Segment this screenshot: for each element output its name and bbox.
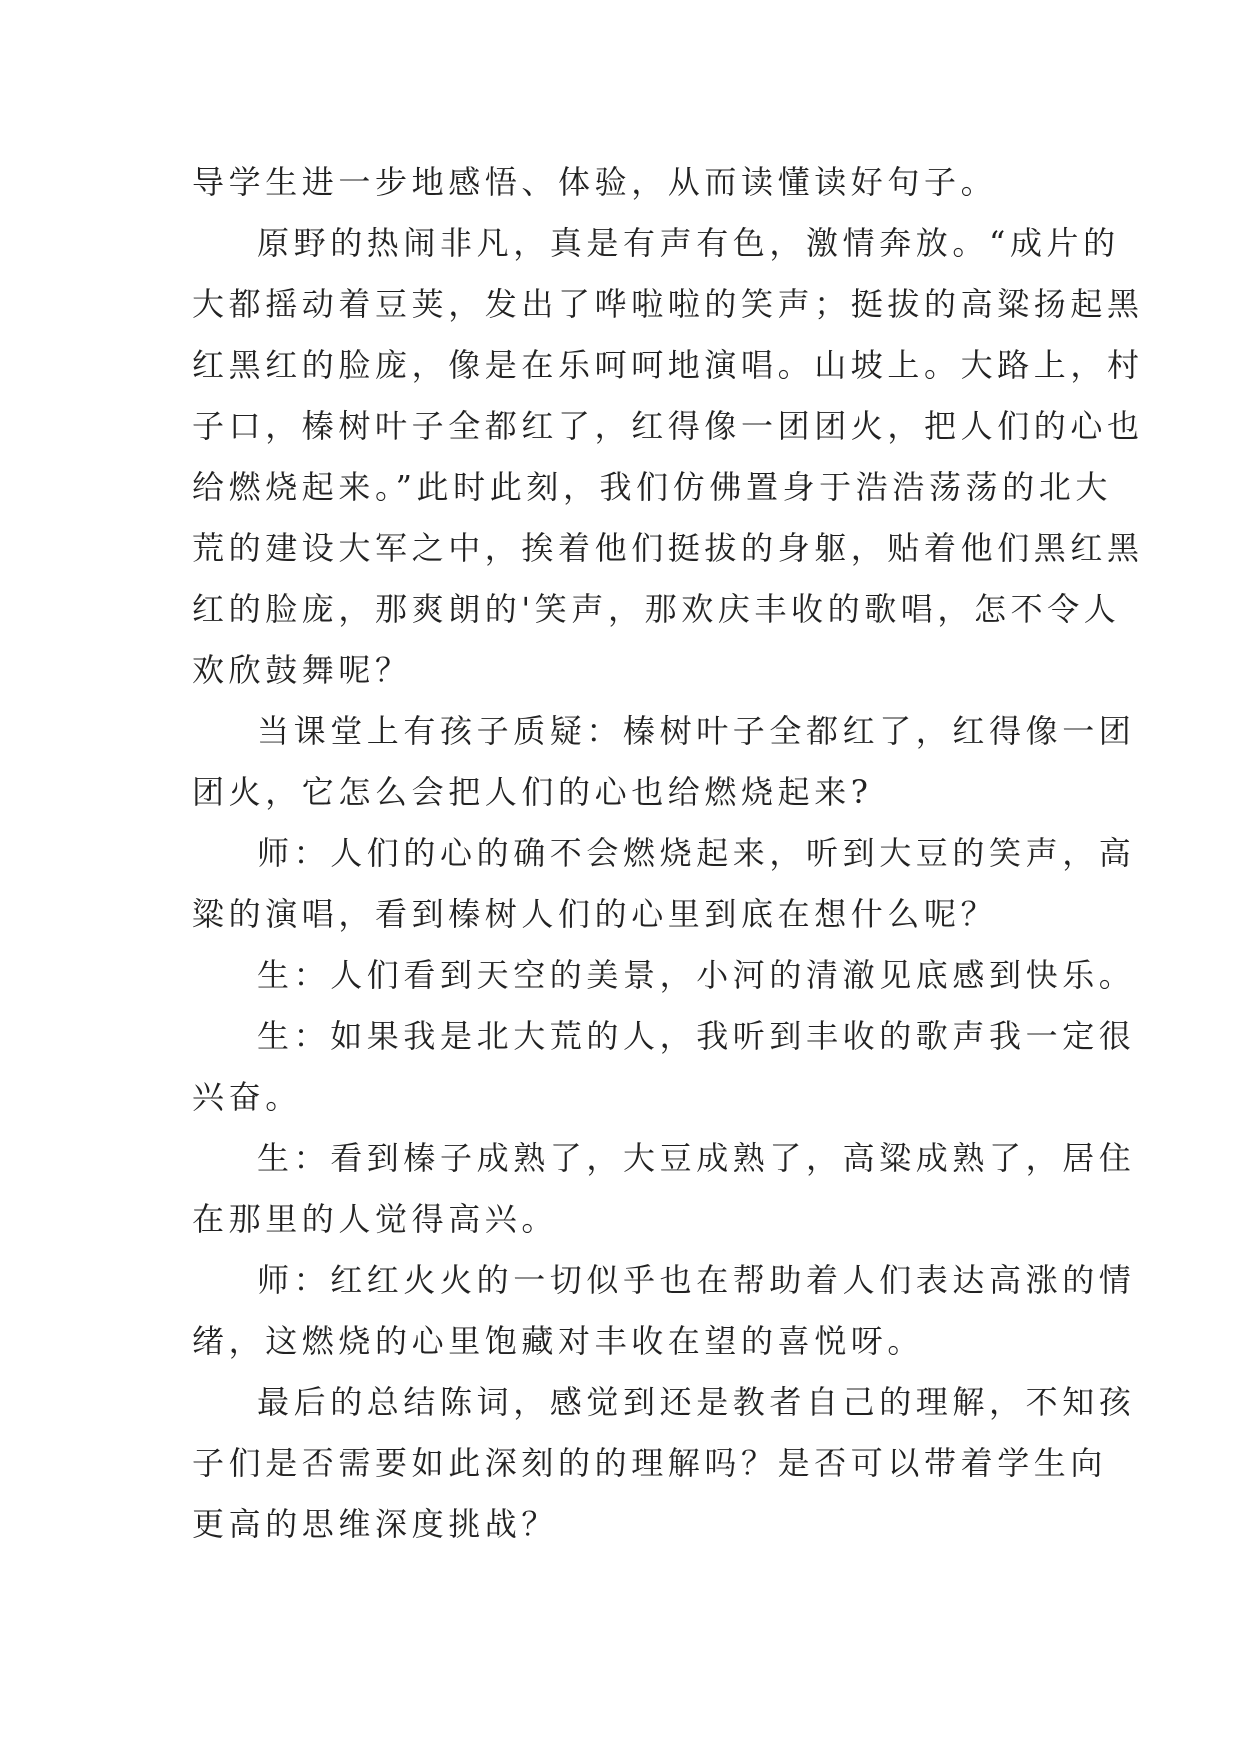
text-line: 师：红红火火的一切似乎也在帮助着人们表达高涨的情	[257, 1261, 1136, 1299]
text-line: 红黑红的脸庞，像是在乐呵呵地演唱。山坡上。大路上，村	[192, 346, 1144, 384]
text-line: 生：看到榛子成熟了，大豆成熟了，高粱成熟了，居住	[257, 1139, 1136, 1177]
text-line: 生：如果我是北大荒的人，我听到丰收的歌声我一定很	[257, 1017, 1136, 1055]
text-line: 子们是否需要如此深刻的的理解吗？是否可以带着学生向	[192, 1444, 1108, 1482]
text-line: 大都摇动着豆荚，发出了哗啦啦的笑声；挺拔的高粱扬起黑	[192, 285, 1144, 323]
text-line: 荒的建设大军之中，挨着他们挺拔的身躯，贴着他们黑红黑	[192, 529, 1144, 567]
text-line: 师：人们的心的确不会燃烧起来，听到大豆的笑声，高	[257, 834, 1136, 872]
text-line: 生：人们看到天空的美景，小河的清澈见底感到快乐。	[257, 956, 1136, 994]
text-line: 团火，它怎么会把人们的心也给燃烧起来?	[192, 773, 873, 811]
text-line: 兴奋。	[192, 1078, 302, 1116]
text-line: 绪，这燃烧的心里饱藏对丰收在望的喜悦呀。	[192, 1322, 925, 1360]
text-line: 给燃烧起来。”此时此刻，我们仿佛置身于浩浩荡荡的北大	[192, 468, 1112, 506]
text-line: 更高的思维深度挑战？	[192, 1505, 559, 1543]
text-line: 导学生进一步地感悟、体验，从而读懂读好句子。	[192, 163, 998, 201]
text-line: 原野的热闹非凡，真是有声有色，激情奔放。“成片的	[257, 224, 1120, 262]
text-line: 欢欣鼓舞呢？	[192, 651, 412, 689]
text-line: 红的脸庞，那爽朗的'笑声，那欢庆丰收的歌唱，怎不令人	[192, 590, 1121, 628]
text-line: 当课堂上有孩子质疑：榛树叶子全都红了，红得像一团	[257, 712, 1136, 750]
text-line: 最后的总结陈词，感觉到还是教者自己的理解，不知孩	[257, 1383, 1136, 1421]
text-line: 粱的演唱，看到榛树人们的心里到底在想什么呢？	[192, 895, 998, 933]
text-line: 子口，榛树叶子全都红了，红得像一团团火，把人们的心也	[192, 407, 1144, 445]
text-line: 在那里的人觉得高兴。	[192, 1200, 559, 1238]
